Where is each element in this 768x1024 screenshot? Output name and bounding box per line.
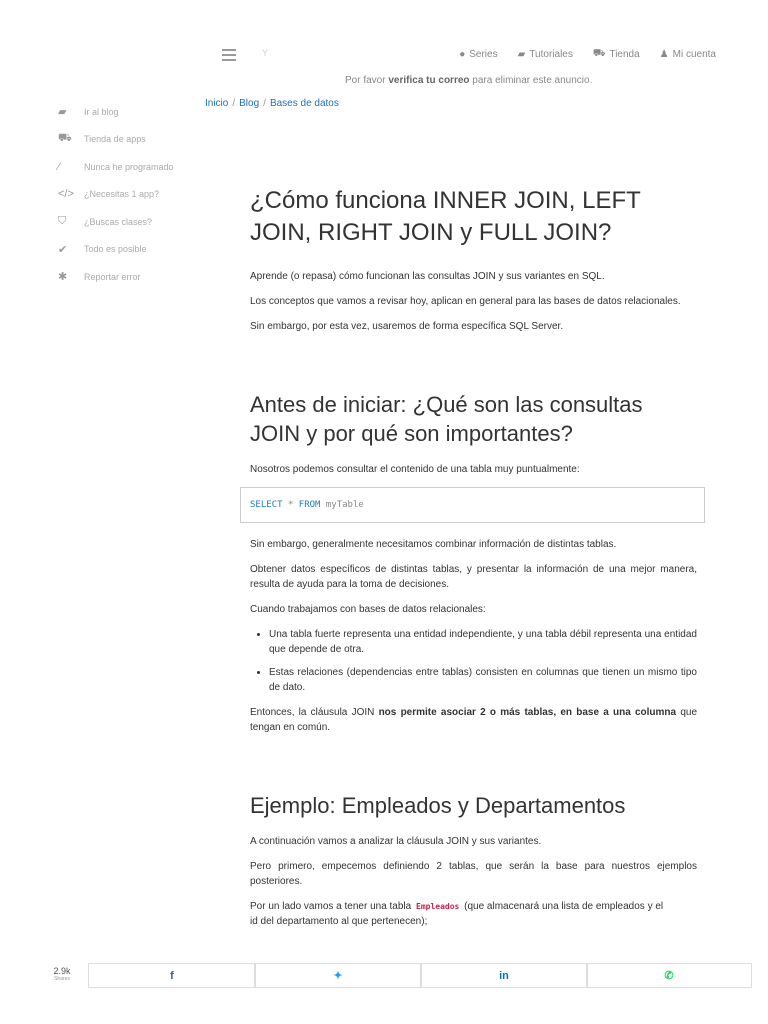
cart-icon: ⛟ [58, 132, 72, 145]
nav-label: Tienda [609, 49, 640, 60]
code-block [240, 487, 705, 523]
sidebar [58, 98, 208, 291]
breadcrumb-separator: / [232, 98, 236, 109]
paragraph: Pero primero, empecemos definiendo 2 tablas, que serán la base para nuestros ejemplos posteriores. [250, 861, 697, 887]
linkedin-share-button[interactable] [420, 963, 588, 988]
paragraph: Sin embargo, generalmente necesitamos combinar información de distintas tablas. [250, 539, 617, 550]
article [250, 185, 697, 929]
whatsapp-icon: ✆ [664, 970, 674, 982]
nav-tutoriales[interactable] [518, 48, 573, 61]
sidebar-item-label: Ir al blog [84, 106, 119, 117]
twitter-icon: ✦ [333, 970, 343, 982]
paragraph-text: que tengan en común. [250, 707, 698, 733]
paragraph: Los conceptos que vamos a revisar hoy, aplican en general para las bases de datos relacionales. [250, 296, 681, 307]
section-heading: Antes de iniciar: ¿Qué son las consultas JOIN y por qué son importantes? [250, 392, 643, 446]
top-nav [459, 48, 716, 61]
twitter-share-button[interactable] [254, 963, 422, 988]
sidebar-item-tienda-apps[interactable] [58, 126, 208, 154]
ad-notice-text: Por favor [345, 75, 389, 86]
paragraph: Aprende (o repasa) cómo funcionan las consultas JOIN y sus variantes en SQL. [250, 271, 605, 282]
code-icon: </> [58, 188, 74, 201]
breadcrumb-blog[interactable]: Blog [239, 98, 260, 109]
paragraph: A continuación vamos a analizar la cláusula JOIN y sus variantes. [250, 836, 542, 847]
code-keyword: FROM [298, 500, 321, 510]
section-heading: Ejemplo: Empleados y Departamentos [250, 793, 626, 818]
paragraph: Sin embargo, por esta vez, usaremos de forma específica SQL Server. [250, 321, 564, 332]
nav-label: Mi cuenta [672, 49, 716, 60]
sidebar-item-label: Todo es posible [84, 244, 147, 255]
sidebar-item-nunca-programado[interactable] [58, 153, 208, 181]
paragraph-text: Por un lado vamos a tener una tabla [250, 901, 414, 912]
paragraph-text: (que almacenará una lista de empleados y el [461, 901, 664, 912]
share-count-label: Shares [54, 976, 70, 982]
code-text: * [282, 500, 299, 510]
facebook-share-button[interactable] [88, 963, 256, 988]
share-bar [0, 963, 768, 988]
paragraph-cut [250, 914, 697, 929]
breadcrumb-inicio[interactable]: Inicio [205, 98, 229, 109]
breadcrumb-bases-de-datos[interactable]: Bases de datos [269, 98, 339, 109]
sidebar-item-clases[interactable] [58, 208, 208, 236]
paragraph: Cuando trabajamos con bases de datos relacionales: [250, 604, 486, 615]
magic-wand-icon: ⁄ [58, 160, 60, 173]
inline-code: Empleados [416, 902, 460, 911]
breadcrumb [205, 98, 339, 109]
code-text: myTable [320, 500, 364, 510]
sidebar-item-necesitas-app[interactable] [58, 181, 208, 209]
nav-mi-cuenta[interactable] [660, 48, 716, 61]
paragraph-bold: nos permite asociar 2 o más tablas, en base a una columna [378, 707, 677, 718]
sidebar-item-label: Nunca he programado [84, 161, 174, 172]
code-keyword: SELECT [250, 500, 283, 510]
facebook-icon: f [170, 969, 174, 982]
sidebar-item-label: Reportar error [84, 271, 141, 282]
cart-icon: ⛟ [592, 48, 606, 59]
paragraph: id del departamento al que pertenecen); [250, 916, 428, 927]
sidebar-item-todo-posible[interactable] [58, 236, 208, 264]
list-item: • Una tabla fuerte representa una entidad independiente, y una tabla débil representa una entidad que depende de otra. [269, 627, 697, 657]
play-circle-icon: ● [459, 49, 466, 60]
nav-series[interactable] [459, 48, 497, 61]
check-icon: ✔ [58, 243, 68, 256]
share-count [50, 966, 74, 982]
bullet-list [250, 627, 697, 695]
sidebar-item-label: ¿Buscas clases? [84, 216, 153, 227]
paragraph-text: Entonces, la cláusula JOIN [250, 707, 379, 718]
ad-notice-text: para eliminar este anuncio. [469, 75, 593, 86]
book-icon: ▰ [517, 49, 526, 60]
nav-label: Series [469, 49, 498, 60]
breadcrumb-separator: / [263, 98, 266, 109]
sidebar-item-label: ¿Necesitas 1 app? [84, 189, 160, 200]
top-bar [0, 0, 768, 110]
paragraph: Obtener datos específicos de distintas tablas, y presentar la información de una mejor manera, resulta de ayuda para la toma de decisiones. [250, 564, 697, 590]
article-title: ¿Cómo funciona INNER JOIN, LEFT JOIN, RIGHT JOIN y FULL JOIN? [250, 187, 641, 246]
paragraph [250, 899, 697, 914]
book-icon: ▰ [58, 106, 67, 119]
list-item: • Estas relaciones (dependencias entre tablas) consisten en columnas que tienen un mismo tipo de dato. [269, 665, 697, 695]
paragraph [250, 705, 697, 735]
nav-tienda[interactable] [593, 48, 640, 61]
bug-icon: ✱ [58, 271, 68, 284]
share-count-number: 2.9k [53, 966, 71, 976]
linkedin-icon: in [499, 969, 509, 982]
graduation-cap-icon: ⛉ [58, 215, 67, 228]
sidebar-item-label: Tienda de apps [84, 134, 146, 145]
nav-label: Tutoriales [529, 49, 573, 60]
sidebar-item-blog[interactable] [58, 98, 208, 126]
paragraph: Nosotros podemos consultar el contenido de una tabla muy puntualmente: [250, 464, 580, 475]
verify-email-link[interactable]: verifica tu correo [388, 75, 470, 86]
sidebar-item-reportar-error[interactable] [58, 263, 208, 291]
ad-notice [345, 75, 592, 86]
hamburger-menu-icon[interactable] [222, 49, 236, 61]
site-logo[interactable]: Y [262, 48, 269, 58]
whatsapp-share-button[interactable] [586, 963, 752, 988]
user-icon: ♟ [659, 49, 669, 60]
